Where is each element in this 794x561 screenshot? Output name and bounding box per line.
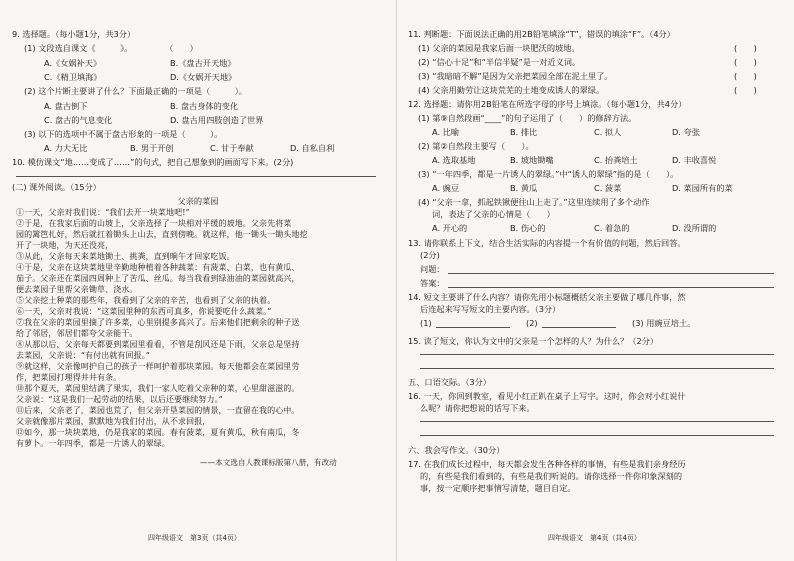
q13-answer-line[interactable] (448, 287, 774, 288)
q12-2-opt-a: A. 选取基地 (432, 155, 476, 165)
page-divider (396, 0, 397, 561)
q12-1: (1) 第⑨自然段画“____”的句子运用了（ ）的修辞方法。 (418, 113, 637, 123)
q17-line-3: 事，按一定顺序把事情写清楚，题目自定。 (420, 483, 576, 493)
q14-item-1: (1) (420, 318, 432, 328)
q12-4-opt-c: C. 着急的 (594, 223, 630, 233)
q11-blank-3[interactable]: ( ) (734, 71, 757, 81)
story-line-10: ⑥一天，父亲对我说：“这菜园里种的东西可真多，你说要吃什么蔬菜。” (16, 307, 272, 316)
story-line-22: 有萝卜。一年四季，都是一片诱人的翠绿。 (16, 439, 170, 448)
page-footer-right: 四年级语文 第4页（共4页） (548, 534, 641, 542)
q9-3-opt-d: D. 自私自利 (290, 143, 335, 153)
q9-title: 9. 选择题。（每小题1分，共3分） (12, 29, 136, 39)
q12-3-opt-a: A. 豌豆 (432, 183, 460, 193)
q11-item-4: (4) 父亲用勤劳让这块荒芜的土地变成诱人的翠绿。 (418, 85, 605, 95)
q10-answer-line[interactable] (16, 176, 376, 177)
q9-1-opt-c: C.《精卫填海》 (44, 72, 102, 82)
q12-3-opt-c: C. 菠菜 (594, 183, 622, 193)
story-line-1: ①一天，父亲对我们说：“我们去开一块菜地吧!” (16, 208, 190, 217)
story-line-5: ③从此，父亲每天来菜地锄土、挑粪，直到晌午才回家吃饭。 (16, 252, 235, 261)
story-line-13: ⑧从那以后，父亲每天都要到菜园里看看，不管是刮风还是下雨，父亲总是坚持 (16, 340, 300, 349)
q12-4-opt-d: D. 没所谓的 (672, 223, 717, 233)
q12-2: (2) 第②自然段主要写（ ）。 (418, 141, 534, 151)
q12-4-opt-b: B. 伤心的 (510, 223, 546, 233)
q12-4-opt-a: A. 开心的 (432, 223, 468, 233)
q14-line-2[interactable] (542, 327, 616, 328)
q15-title: 15. 读了短文，你认为文中的父亲是一个怎样的人？为什么？（2分） (408, 336, 659, 346)
section-6-title: 六、我会写作文。（30分） (408, 445, 505, 455)
q15-line-1[interactable] (420, 354, 774, 355)
story-source: ——本文选自人教课标版第八册，有改动 (200, 458, 337, 467)
story-line-15: ⑨就这样，父亲像呵护自己的孩子一样呵护着那块菜园。每天他都会在菜园里劳 (16, 362, 300, 371)
section-2-title: (二) 课外阅读。（15分） (12, 182, 101, 192)
q16-line-2: 么呢？请你把想说的话写下来。 (420, 403, 535, 413)
q10: 10. 模仿课文“地……变成了……”的句式，把自己想象到的画面写下来。(2分) (12, 157, 294, 167)
story-line-9: ⑤父亲挖土种菜的那些年，我看到了父亲的辛苦，也看到了父亲的执着。 (16, 296, 276, 305)
q11-item-2: (2) “信心十足”和“半信半疑”是一对近义词。 (418, 57, 581, 67)
q12-1-opt-a: A. 比喻 (432, 127, 460, 137)
q9-3-opt-b: B. 男于开创 (130, 143, 174, 153)
story-title: 父亲的菜园 (177, 196, 219, 206)
q9-1-opt-b: B.《盘古开天地》 (170, 58, 236, 68)
story-line-21: ⑫如今，那一块块菜地，仍是我家的菜园。春有菠菜，夏有黄瓜，秋有南瓜，冬 (16, 428, 300, 437)
story-line-12: 给了邻居，邻居们都夸父亲能干。 (16, 329, 138, 338)
q13-question-label: 问题： (420, 264, 445, 274)
story-line-20: 父亲就像那片菜园，默默地为我们付出，从不求回报， (16, 417, 211, 426)
q12-3-opt-b: B. 黄瓜 (510, 183, 538, 193)
q9-3-opt-a: A. 力大无比 (44, 143, 88, 153)
story-line-3: 园的篱笆扎好，然后就扛着锄头上山去，直到傍晚。就这样，他一锄头一锄头地挖 (16, 230, 308, 239)
q9-2-opt-a: A. 盘古倒下 (44, 101, 88, 111)
q14-line-1[interactable] (436, 327, 510, 328)
q12-1-opt-b: B. 排比 (510, 127, 538, 137)
q11-item-3: (3) “我暗暗不解”是因为父亲把菜园全部在泥土里了。 (418, 71, 613, 81)
q12-title: 12. 选择题：请你用2B铅笔在所选字母的序号上填涂。（每小题1分，共4分） (408, 99, 687, 109)
story-line-14: 去菜园，父亲说：“有付出就有回报。” (16, 351, 150, 360)
q12-4-line-2: 词，表达了父亲的心情是（ ） (432, 209, 555, 219)
q16-answer-line-2[interactable] (420, 435, 774, 436)
q12-1-opt-d: D. 夸张 (672, 127, 700, 137)
q12-2-opt-b: B. 坡地锄嘴 (510, 155, 554, 165)
q9-1-opt-d: D.《女娲开天地》 (170, 72, 237, 82)
story-line-4: 开了一块地，为天还没亮， (16, 241, 114, 250)
story-line-7: 茄子。父亲还在菜园四周种上了苦瓜、丝瓜。每当我看到绿油油的菜园就高兴， (16, 274, 300, 283)
q9-1-opt-a: A.《女娲补天》 (44, 58, 102, 68)
q12-2-opt-d: D. 丰收喜悦 (672, 155, 717, 165)
story-line-16: 作，把菜园打理得井井有条。 (16, 373, 122, 382)
q9-3: (3) 以下的选项中不属于盘古形象的一项是（ ）。 (24, 129, 223, 139)
q12-4-line-1: (4) “父亲一拿，抓起铁锹便往山上走了。”这里连续用了多个动作 (418, 197, 650, 207)
q13-answer-label: 答案： (420, 278, 445, 288)
q16-answer-line-1[interactable] (420, 421, 774, 422)
q13-points: (2分) (420, 250, 440, 260)
q9-2-opt-b: B. 盘古身体的变化 (170, 101, 239, 111)
right-page (398, 0, 794, 561)
q11-item-1: (1) 父亲的菜园是我家后面一块肥沃的坡地。 (418, 43, 580, 53)
q9-2-opt-d: D. 盘古用四肢创造了世界 (170, 115, 264, 125)
q9-2-opt-c: C. 盘古的气息变化 (44, 115, 113, 125)
q11-blank-2[interactable]: ( ) (734, 57, 757, 67)
left-page (0, 0, 396, 561)
q14-title-2: 后连起来写写短文的主要内容。（3分） (420, 304, 561, 314)
story-line-2: ②于是，在我家后面的山坡上，父亲选择了一块相对平缓的坡地。父亲先将菜 (16, 219, 292, 228)
q11-blank-1[interactable]: ( ) (734, 43, 757, 53)
q14-item-2: (2) (526, 318, 538, 328)
q9-1: (1) 文段选自课文《 》。 （ ） (24, 43, 198, 53)
q17-line-1: 17. 在我们成长过程中，每天都会发生各种各样的事情，有些是我们亲身经历 (408, 459, 686, 469)
q14-item-3: (3) 用豌豆培土。 (632, 318, 696, 328)
q16-line-1: 16. 一天，你回到教室，看见小红正趴在桌子上写字。这时，你会对小红说什 (408, 391, 686, 401)
q9-2: (2) 这个片断主要讲了什么？下面最正确的一项是（ ）。 (24, 86, 247, 96)
q14-title: 14. 短文主要讲了什么内容？请你先用小标题概括父亲主要做了哪几件事，然 (408, 292, 686, 302)
q12-3-opt-d: D. 菜园所有的菜 (672, 183, 733, 193)
story-line-17: ⑩那个夏天，菜园里结满了果实，我们一家人吃着父亲种的菜，心里甜滋滋的。 (16, 384, 300, 393)
story-line-18: 父亲说：“这是我们一起劳动的结果，以后还要继续努力。” (16, 395, 223, 404)
q15-line-2[interactable] (420, 368, 774, 369)
q12-2-opt-c: C. 抬粪培土 (594, 155, 638, 165)
story-line-19: ⑪后来，父亲老了，菜园也荒了，但父亲开垦菜园的情景，一直留在我的心中。 (16, 406, 300, 415)
q12-1-opt-c: C. 拟人 (594, 127, 622, 137)
story-line-11: ⑦我在父亲的菜园里摘了许多菜，心里别提多高兴了。后来他们把剩余的种子送 (16, 318, 300, 327)
q17-line-2: 的，有些是我们看到的，有些是我们听说的。请你选择一件你印象深刻的 (420, 471, 683, 481)
page-footer-left: 四年级语文 第3页（共4页） (148, 534, 241, 542)
q12-3: (3) “一年四季，都是一片诱人的翠绿。”中“诱人的翠绿”指的是（ ）。 (418, 169, 679, 179)
story-line-8: 便去菜园子里帮父亲锄草、浇水。 (16, 285, 138, 294)
q13-title: 13. 请你联系上下文，结合生活实际的内容提一个有价值的问题，然后回答。 (408, 238, 686, 248)
q11-blank-4[interactable]: ( ) (734, 85, 757, 95)
q9-3-opt-c: C. 甘于奉献 (210, 143, 254, 153)
q13-question-line[interactable] (448, 273, 774, 274)
story-line-6: ④于是，父亲在这块菜地里辛勤地种植着各种蔬菜：有菠菜、白菜，也有黄瓜、 (16, 263, 300, 272)
q11-title: 11. 判断题：下面说法正确的用2B铅笔填涂“T”，错误的填涂“F”。（4分） (408, 29, 675, 39)
section-5-title: 五、口语交际。（3分） (408, 377, 491, 387)
